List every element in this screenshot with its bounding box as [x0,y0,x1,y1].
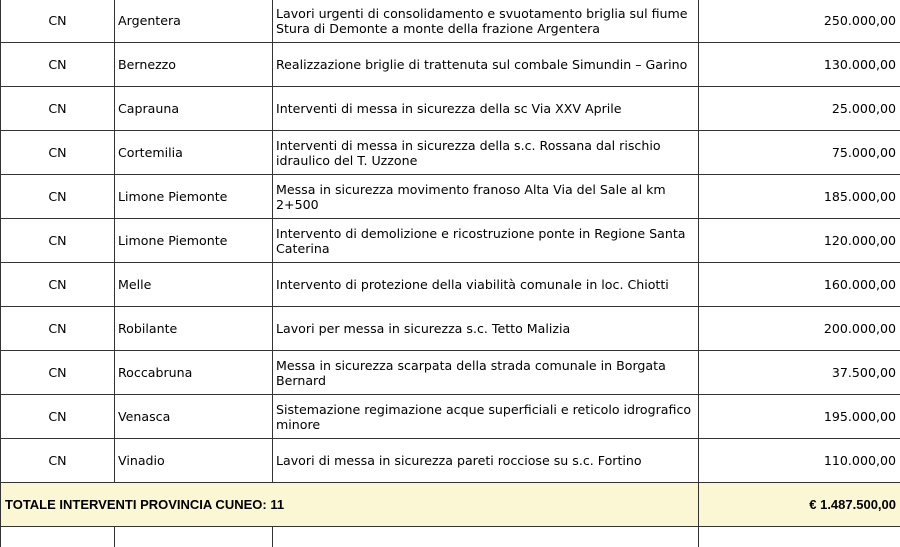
empty-cell [273,527,699,547]
comune-cell: Vinadio [115,439,273,483]
intervento-cell: Sistemazione regimazione acque superficiali e reticolo idrografico minore [273,395,699,439]
importo-cell: 120.000,00 [699,219,900,263]
comune-cell: Caprauna [115,87,273,131]
intervento-cell: Interventi di messa in sicurezza della s.c. Rossana dal rischio idraulico del T. Uzzone [273,131,699,175]
intervento-cell: Lavori urgenti di consolidamento e svuotamento briglia sul fiume Stura di Demonte a monte della frazione Argentera [273,0,699,43]
intervento-cell: Intervento di protezione della viabilità comunale in loc. Chiotti [273,263,699,307]
importo-cell: 37.500,00 [699,351,900,395]
provincia-cell: CN [1,0,115,43]
provincia-cell: CN [1,395,115,439]
intervento-cell: Interventi di messa in sicurezza della sc Via XXV Aprile [273,87,699,131]
provincia-cell: CN [1,131,115,175]
interventions-rows [1,0,900,483]
comune-cell: Argentera [115,0,273,43]
total-amount: € 1.487.500,00 [699,483,900,527]
comune-cell: Limone Piemonte [115,219,273,263]
provincia-cell: CN [1,87,115,131]
provincia-cell: CN [1,351,115,395]
importo-cell: 200.000,00 [699,307,900,351]
provincia-cell: CN [1,263,115,307]
intervento-cell: Intervento di demolizione e ricostruzione ponte in Regione Santa Caterina [273,219,699,263]
importo-cell: 160.000,00 [699,263,900,307]
comune-cell: Robilante [115,307,273,351]
intervento-cell: Lavori per messa in sicurezza s.c. Tetto Malizia [273,307,699,351]
table-row [1,395,900,439]
total-label: TOTALE INTERVENTI PROVINCIA CUNEO: 11 [1,483,699,527]
intervento-cell: Messa in sicurezza movimento franoso Alta Via del Sale al km 2+500 [273,175,699,219]
provincia-cell: CN [1,43,115,87]
importo-cell: 250.000,00 [699,0,900,43]
importo-cell: 185.000,00 [699,175,900,219]
comune-cell: Melle [115,263,273,307]
comune-cell: Limone Piemonte [115,175,273,219]
comune-cell: Bernezzo [115,43,273,87]
table-row [1,307,900,351]
table-row [1,175,900,219]
importo-cell: 75.000,00 [699,131,900,175]
comune-cell: Cortemilia [115,131,273,175]
intervento-cell: Messa in sicurezza scarpata della strada comunale in Borgata Bernard [273,351,699,395]
table-row [1,0,900,43]
next-row-partial [1,527,900,547]
intervento-cell: Lavori di messa in sicurezza pareti rocciose su s.c. Fortino [273,439,699,483]
table-row [1,263,900,307]
table-row [1,87,900,131]
comune-cell: Roccabruna [115,351,273,395]
total-row [1,483,900,527]
provincia-cell: CN [1,307,115,351]
table-row [1,439,900,483]
intervento-cell: Realizzazione briglie di trattenuta sul combale Simundin – Garino [273,43,699,87]
importo-cell: 25.000,00 [699,87,900,131]
table-row [1,43,900,87]
empty-cell [115,527,273,547]
provincia-cell: CN [1,219,115,263]
provincia-cell: CN [1,175,115,219]
table-row [1,131,900,175]
importo-cell: 195.000,00 [699,395,900,439]
table-row [1,219,900,263]
empty-cell [699,527,900,547]
table-row [1,351,900,395]
importo-cell: 130.000,00 [699,43,900,87]
comune-cell: Venasca [115,395,273,439]
empty-cell [1,527,115,547]
importo-cell: 110.000,00 [699,439,900,483]
provincia-cell: CN [1,439,115,483]
